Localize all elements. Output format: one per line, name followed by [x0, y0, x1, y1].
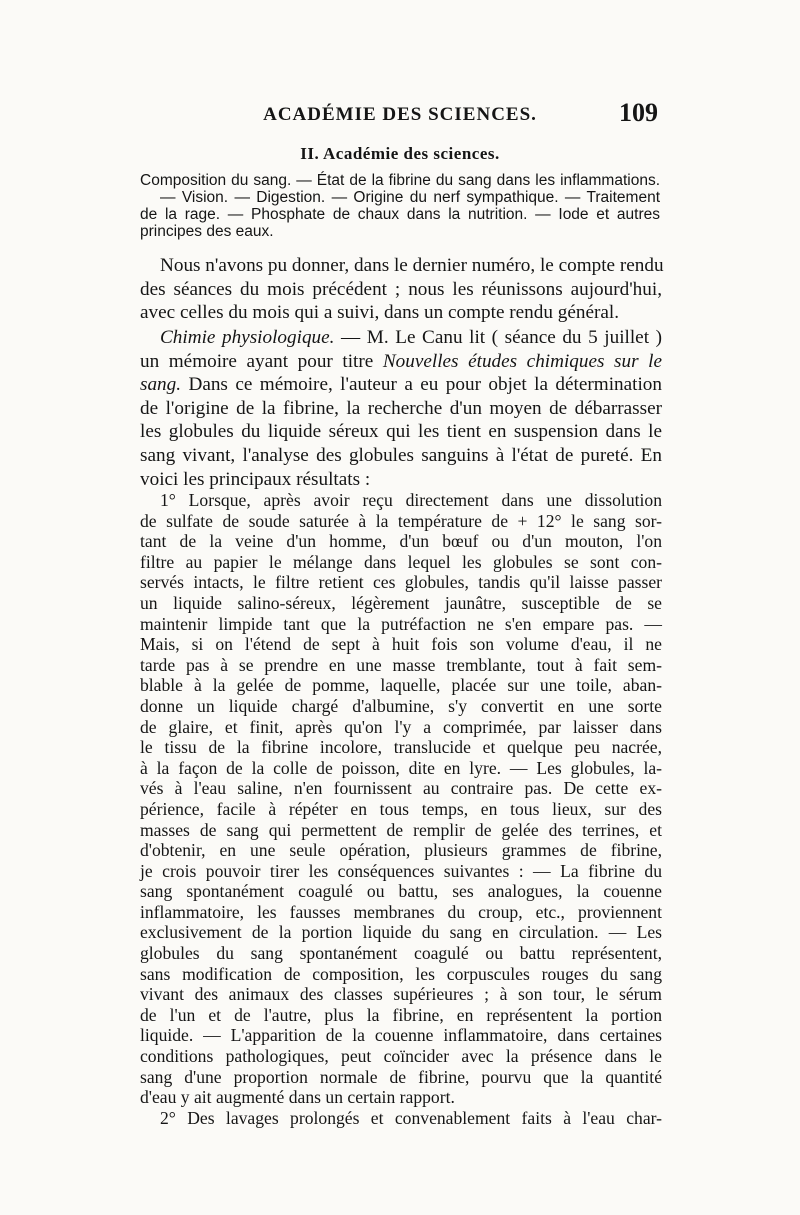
summary-line: principes des eaux. [140, 223, 274, 240]
quoted-line: tarde pas à se prendre en une masse tremblante, tout à fait sem- [140, 654, 662, 675]
quoted-line: inflammatoire, les fausses membranes du croup, etc., proviennent [140, 901, 662, 922]
work-title-end: sang. [140, 374, 182, 396]
quoted-line: Mais, si on l'étend de sept à huit fois son volume d'eau, il ne [140, 634, 662, 655]
quoted-line: donne un liquide chargé d'albumine, s'y convertit en une sorte [140, 695, 662, 716]
paragraph-line: les globules du liquide séreux qui les tient en suspension dans le [140, 421, 662, 443]
paragraph-line: sang vivant, l'analyse des globules sanguins à l'état de pureté. En [140, 444, 662, 466]
quoted-line: servés intacts, le filtre retient ces globules, tandis qu'il laisse passer [140, 572, 662, 593]
quoted-line: périence, facile à répéter en tous temps, en tous lieux, sur des [140, 798, 662, 819]
section-summary [140, 172, 660, 240]
quoted-line: globules du sang spontanément coagulé ou battu représentent, [140, 943, 662, 964]
quoted-line: masses de sang qui permettent de remplir de gelée des terrines, et [140, 819, 662, 840]
quoted-line: je crois pouvoir tirer les conséquences suivantes : — La fibrine du [140, 860, 662, 881]
running-head [140, 98, 660, 132]
quoted-line: blable à la gelée de pomme, laquelle, placée sur une toile, aban- [140, 675, 662, 696]
work-title: Nouvelles études chimiques sur le [382, 350, 662, 372]
quoted-line: liquide. — L'apparition de la couenne inflammatoire, dans certaines [140, 1025, 662, 1046]
quoted-line: un liquide salino-séreux, légèrement jaunâtre, susceptible de se [140, 592, 662, 613]
intro-paragraph [140, 254, 662, 325]
quoted-line: de sulfate de soude saturée à la température de + 12° le sang sor- [140, 510, 662, 531]
quoted-line: le tissu de la fibrine incolore, translucide et quelque peu nacrée, [140, 737, 662, 758]
quoted-line: de glaire, et finit, après qu'on l'y a comprimée, par laisser dans [140, 716, 662, 737]
quoted-line: vés à l'eau saline, n'en fournissent au contraire pas. De cette ex- [140, 778, 662, 799]
rubric: Chimie physiologique. [160, 327, 335, 348]
summary-line: de la rage. — Phosphate de chaux dans la nutrition. — Iode et autres [140, 206, 660, 223]
quoted-line: conditions pathologiques, peut coïncider avec la présence dans le [140, 1046, 662, 1067]
line-text: un mémoire ayant pour titre [140, 350, 383, 372]
paragraph-line [140, 373, 662, 397]
paragraph-line [140, 326, 662, 350]
paragraph-line: avec celles du mois qui a suivi, dans un compte rendu général. [140, 302, 620, 324]
paragraph-line [140, 350, 662, 374]
quoted-results [140, 490, 662, 1128]
running-title: ACADÉMIE DES SCIENCES. [263, 104, 537, 125]
chemistry-paragraph [140, 326, 662, 491]
summary-line: Composition du sang. — État de la fibrine du sang dans les inflammations. [140, 172, 660, 189]
quoted-line: à la façon de la colle de poisson, dite en lyre. — Les globules, la- [140, 757, 662, 778]
paragraph-line: des séances du mois précédent ; nous les réunissons aujourd'hui, [140, 278, 662, 300]
paragraph-line: de l'origine de la fibrine, la recherche d'un moyen de débarrasser [140, 397, 662, 419]
section-heading: II. Académie des sciences. [300, 144, 500, 163]
quoted-line: d'obtenir, en une seule opération, plusieurs grammes de fibrine, [140, 840, 662, 861]
quoted-line: d'eau y ait augmenté dans un certain rapport. [140, 1087, 455, 1108]
line-text: Dans ce mémoire, l'auteur a eu pour objet la détermination [181, 374, 662, 396]
page-number: 109 [619, 98, 658, 127]
quoted-line: sang d'une proportion normale de fibrine, pourvu que la quantité [140, 1066, 662, 1087]
quoted-line: 1° Lorsque, après avoir reçu directement dans une dissolution [160, 490, 662, 510]
quoted-line: maintenir limpide tant que la putréfaction ne s'en empare pas. — [140, 613, 662, 634]
summary-line: — Vision. — Digestion. — Origine du nerf sympathique. — Traitement [160, 189, 660, 206]
paragraph-line: Nous n'avons pu donner, dans le dernier numéro, le compte rendu [160, 255, 664, 276]
paragraph-line: voici les principaux résultats : [140, 468, 371, 490]
line-text: — M. Le Canu lit ( séance du 5 juillet ) [334, 327, 662, 348]
quoted-line: 2° Des lavages prolongés et convenablement faits à l'eau char- [160, 1107, 662, 1128]
quoted-line: de l'un et de l'autre, plus la fibrine, en représentent la portion [140, 1004, 662, 1025]
quoted-line: vivant des animaux des classes supérieures ; à son tour, le sérum [140, 984, 662, 1005]
quoted-line: sans modification de composition, les corpuscules rouges du sang [140, 963, 662, 984]
quoted-line: tant de la veine d'un homme, d'un bœuf ou d'un mouton, l'on [140, 531, 662, 552]
quoted-line: filtre au papier le mélange dans lequel les globules se sont con- [140, 551, 662, 572]
quoted-line: sang spontanément coagulé ou battu, ses analogues, la couenne [140, 881, 662, 902]
quoted-line: exclusivement de la portion liquide du sang en circulation. — Les [140, 922, 662, 943]
